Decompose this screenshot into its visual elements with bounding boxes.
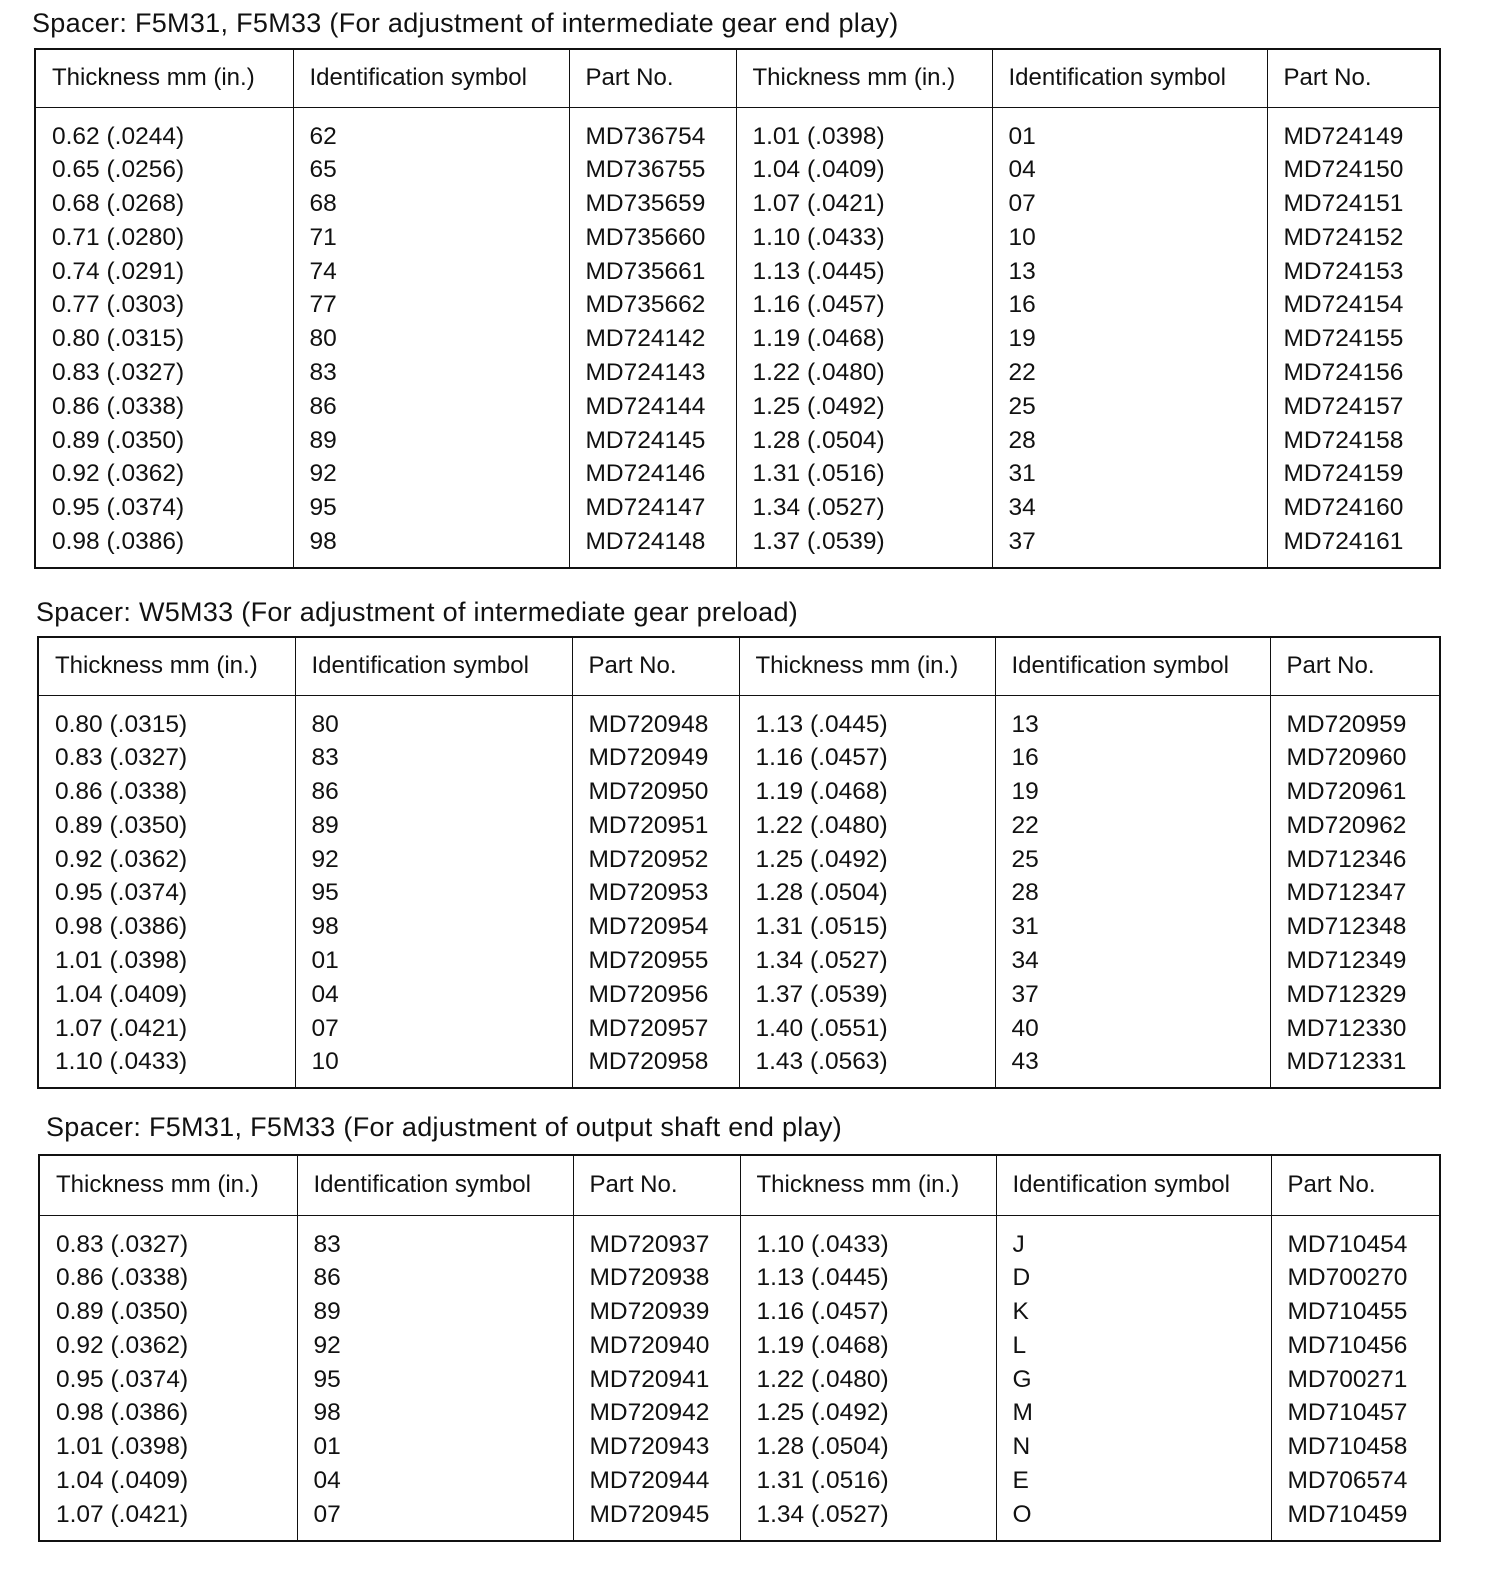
cell-identification-symbol: 86 — [293, 390, 569, 424]
cell-part-no: MD720961 — [1270, 775, 1440, 809]
cell-thickness: 0.92 (.0362) — [55, 845, 188, 873]
cell-identification-symbol: D — [996, 1261, 1271, 1295]
cell-thickness: 0.86 (.0338) — [56, 1264, 189, 1292]
cell-identification-symbol: 40 — [995, 1012, 1270, 1046]
cell-part-no: MD712330 — [1270, 1012, 1440, 1046]
cell-thickness: 0.92 (.0362) — [52, 460, 185, 488]
table-row — [35, 457, 1440, 491]
table-row — [35, 153, 1440, 187]
header-thickness: Thickness mm (in.) — [740, 1155, 996, 1215]
cell-part-no: MD712348 — [1270, 910, 1440, 944]
cell-thickness: 1.25 (.0492) — [739, 843, 995, 877]
cell-thickness: 1.07 (.0421) — [56, 1500, 189, 1528]
cell-identification-symbol: 37 — [995, 978, 1270, 1012]
cell-part-no: MD712347 — [1270, 876, 1440, 910]
cell-thickness: 1.10 (.0433) — [740, 1215, 996, 1261]
cell-thickness: 1.37 (.0539) — [736, 525, 992, 568]
cell-part-no: MD710455 — [1271, 1295, 1440, 1329]
cell-part-no: MD710459 — [1271, 1498, 1440, 1541]
cell-identification-symbol: 28 — [995, 876, 1270, 910]
cell-thickness: 1.31 (.0516) — [740, 1464, 996, 1498]
cell-part-no: MD720957 — [572, 1012, 739, 1046]
header-row — [35, 49, 1440, 107]
cell-part-no: MD700270 — [1271, 1261, 1440, 1295]
cell-part-no: MD724145 — [569, 424, 736, 458]
table-row — [39, 1261, 1440, 1295]
cell-part-no: MD720943 — [573, 1430, 740, 1464]
cell-identification-symbol: 86 — [297, 1261, 573, 1295]
cell-thickness: 1.43 (.0563) — [739, 1045, 995, 1088]
cell-part-no: MD720950 — [572, 775, 739, 809]
cell-identification-symbol: 19 — [995, 775, 1270, 809]
cell-thickness: 0.80 (.0315) — [55, 710, 188, 738]
cell-thickness: 1.10 (.0433) — [55, 1048, 188, 1076]
cell-thickness: 1.07 (.0421) — [55, 1014, 188, 1042]
cell-part-no: MD724146 — [569, 457, 736, 491]
cell-identification-symbol: 92 — [295, 843, 572, 877]
table-row — [35, 107, 1440, 153]
cell-thickness: 1.01 (.0398) — [55, 947, 188, 975]
cell-part-no: MD720949 — [572, 741, 739, 775]
table-row — [38, 809, 1440, 843]
cell-thickness: 0.77 (.0303) — [52, 291, 185, 319]
header-part-no: Part No. — [1267, 49, 1440, 107]
cell-thickness: 1.25 (.0492) — [740, 1396, 996, 1430]
table-row — [39, 1396, 1440, 1430]
header-identification-symbol: Identification symbol — [297, 1155, 573, 1215]
cell-thickness: 1.34 (.0527) — [739, 944, 995, 978]
header-thickness: Thickness mm (in.) — [736, 49, 992, 107]
table-row — [35, 356, 1440, 390]
cell-identification-symbol: 83 — [293, 356, 569, 390]
cell-identification-symbol: 43 — [995, 1045, 1270, 1088]
table-row — [38, 843, 1440, 877]
cell-thickness: 1.40 (.0551) — [739, 1012, 995, 1046]
cell-thickness: 0.62 (.0244) — [52, 122, 185, 150]
cell-thickness: 1.01 (.0398) — [56, 1433, 189, 1461]
cell-identification-symbol: 07 — [295, 1012, 572, 1046]
cell-part-no: MD720937 — [573, 1215, 740, 1261]
cell-part-no: MD710456 — [1271, 1329, 1440, 1363]
cell-part-no: MD724160 — [1267, 491, 1440, 525]
cell-identification-symbol: G — [996, 1363, 1271, 1397]
cell-identification-symbol: 95 — [297, 1363, 573, 1397]
cell-part-no: MD720959 — [1270, 695, 1440, 741]
cell-identification-symbol: 37 — [992, 525, 1267, 568]
cell-thickness: 1.16 (.0457) — [739, 741, 995, 775]
table-row — [35, 322, 1440, 356]
cell-thickness: 1.04 (.0409) — [56, 1467, 189, 1495]
cell-thickness: 0.92 (.0362) — [56, 1331, 189, 1359]
cell-thickness: 1.28 (.0504) — [740, 1430, 996, 1464]
cell-identification-symbol: 04 — [992, 153, 1267, 187]
cell-identification-symbol: E — [996, 1464, 1271, 1498]
table-row — [38, 1012, 1440, 1046]
header-identification-symbol: Identification symbol — [992, 49, 1267, 107]
table-row — [38, 944, 1440, 978]
section-title-intermediate-gear-preload: Spacer: W5M33 (For adjustment of intermediate gear preload) — [36, 597, 799, 627]
header-thickness: Thickness mm (in.) — [39, 1155, 297, 1215]
cell-thickness: 0.83 (.0327) — [56, 1230, 189, 1258]
cell-identification-symbol: K — [996, 1295, 1271, 1329]
header-identification-symbol: Identification symbol — [293, 49, 569, 107]
cell-part-no: MD720940 — [573, 1329, 740, 1363]
cell-identification-symbol: 68 — [293, 187, 569, 221]
cell-identification-symbol: J — [996, 1215, 1271, 1261]
cell-identification-symbol: 65 — [293, 153, 569, 187]
cell-identification-symbol: O — [996, 1498, 1271, 1541]
cell-identification-symbol: 04 — [295, 978, 572, 1012]
cell-identification-symbol: 28 — [992, 424, 1267, 458]
header-part-no: Part No. — [1271, 1155, 1440, 1215]
cell-identification-symbol: 31 — [995, 910, 1270, 944]
header-thickness: Thickness mm (in.) — [35, 49, 293, 107]
cell-part-no: MD724159 — [1267, 457, 1440, 491]
cell-thickness: 0.80 (.0315) — [52, 325, 185, 353]
header-row — [39, 1155, 1440, 1215]
spacer-table-intermediate-gear-preload — [37, 636, 1441, 1089]
cell-part-no: MD720955 — [572, 944, 739, 978]
cell-identification-symbol: 13 — [992, 255, 1267, 289]
cell-thickness: 1.13 (.0445) — [736, 255, 992, 289]
cell-thickness: 0.95 (.0374) — [52, 494, 185, 522]
cell-part-no: MD720951 — [572, 809, 739, 843]
cell-identification-symbol: 95 — [295, 876, 572, 910]
header-part-no: Part No. — [572, 637, 739, 695]
header-part-no: Part No. — [1270, 637, 1440, 695]
cell-identification-symbol: 83 — [297, 1215, 573, 1261]
table-row — [35, 187, 1440, 221]
cell-thickness: 0.74 (.0291) — [52, 257, 185, 285]
cell-part-no: MD720953 — [572, 876, 739, 910]
cell-thickness: 1.16 (.0457) — [740, 1295, 996, 1329]
header-identification-symbol: Identification symbol — [996, 1155, 1271, 1215]
cell-thickness: 1.28 (.0504) — [736, 424, 992, 458]
cell-identification-symbol: 22 — [995, 809, 1270, 843]
cell-part-no: MD735660 — [569, 221, 736, 255]
table-row — [38, 741, 1440, 775]
cell-thickness: 0.71 (.0280) — [52, 223, 185, 251]
cell-identification-symbol: 25 — [995, 843, 1270, 877]
table-row — [35, 390, 1440, 424]
cell-thickness: 1.19 (.0468) — [739, 775, 995, 809]
cell-thickness: 1.19 (.0468) — [740, 1329, 996, 1363]
cell-thickness: 1.10 (.0433) — [736, 221, 992, 255]
cell-identification-symbol: 10 — [295, 1045, 572, 1088]
table-row — [35, 255, 1440, 289]
table-row — [35, 525, 1440, 568]
cell-identification-symbol: 86 — [295, 775, 572, 809]
cell-part-no: MD736755 — [569, 153, 736, 187]
cell-identification-symbol: 01 — [297, 1430, 573, 1464]
table-row — [38, 695, 1440, 741]
cell-thickness: 1.22 (.0480) — [736, 356, 992, 390]
cell-identification-symbol: 16 — [992, 288, 1267, 322]
cell-thickness: 0.98 (.0386) — [52, 528, 185, 556]
table-row — [39, 1430, 1440, 1464]
cell-thickness: 0.95 (.0374) — [55, 879, 188, 907]
cell-part-no: MD724150 — [1267, 153, 1440, 187]
cell-part-no: MD720944 — [573, 1464, 740, 1498]
cell-thickness: 0.68 (.0268) — [52, 190, 185, 218]
cell-thickness: 0.89 (.0350) — [55, 811, 188, 839]
cell-thickness: 1.01 (.0398) — [736, 107, 992, 153]
cell-thickness: 0.95 (.0374) — [56, 1365, 189, 1393]
cell-identification-symbol: 07 — [297, 1498, 573, 1541]
cell-part-no: MD724144 — [569, 390, 736, 424]
cell-thickness: 0.98 (.0386) — [56, 1399, 189, 1427]
cell-thickness: 0.89 (.0350) — [52, 426, 185, 454]
cell-identification-symbol: L — [996, 1329, 1271, 1363]
cell-part-no: MD712329 — [1270, 978, 1440, 1012]
cell-thickness: 1.22 (.0480) — [740, 1363, 996, 1397]
cell-part-no: MD735662 — [569, 288, 736, 322]
cell-identification-symbol: 01 — [295, 944, 572, 978]
cell-identification-symbol: 22 — [992, 356, 1267, 390]
cell-identification-symbol: 98 — [295, 910, 572, 944]
table-row — [35, 288, 1440, 322]
cell-part-no: MD724161 — [1267, 525, 1440, 568]
cell-identification-symbol: 89 — [295, 809, 572, 843]
cell-part-no: MD724142 — [569, 322, 736, 356]
header-thickness: Thickness mm (in.) — [739, 637, 995, 695]
cell-part-no: MD712331 — [1270, 1045, 1440, 1088]
cell-part-no: MD720939 — [573, 1295, 740, 1329]
cell-identification-symbol: N — [996, 1430, 1271, 1464]
cell-identification-symbol: 98 — [293, 525, 569, 568]
cell-thickness: 1.13 (.0445) — [740, 1261, 996, 1295]
cell-part-no: MD720958 — [572, 1045, 739, 1088]
cell-thickness: 0.83 (.0327) — [52, 359, 185, 387]
cell-part-no: MD724156 — [1267, 356, 1440, 390]
cell-part-no: MD720945 — [573, 1498, 740, 1541]
cell-part-no: MD720938 — [573, 1261, 740, 1295]
cell-part-no: MD710458 — [1271, 1430, 1440, 1464]
cell-thickness: 1.28 (.0504) — [739, 876, 995, 910]
cell-thickness: 1.34 (.0527) — [740, 1498, 996, 1541]
header-row — [38, 637, 1440, 695]
header-thickness: Thickness mm (in.) — [38, 637, 295, 695]
header-identification-symbol: Identification symbol — [295, 637, 572, 695]
table-row — [39, 1329, 1440, 1363]
cell-identification-symbol: 80 — [293, 322, 569, 356]
cell-part-no: MD720954 — [572, 910, 739, 944]
cell-identification-symbol: 77 — [293, 288, 569, 322]
cell-identification-symbol: 83 — [295, 741, 572, 775]
cell-part-no: MD724151 — [1267, 187, 1440, 221]
cell-part-no: MD724148 — [569, 525, 736, 568]
cell-identification-symbol: 92 — [293, 457, 569, 491]
spacer-table-output-shaft-end-play — [38, 1154, 1441, 1542]
cell-thickness: 0.98 (.0386) — [55, 913, 188, 941]
cell-part-no: MD724154 — [1267, 288, 1440, 322]
cell-identification-symbol: 10 — [992, 221, 1267, 255]
cell-thickness: 1.22 (.0480) — [739, 809, 995, 843]
cell-part-no: MD720948 — [572, 695, 739, 741]
cell-part-no: MD736754 — [569, 107, 736, 153]
cell-thickness: 1.07 (.0421) — [736, 187, 992, 221]
cell-identification-symbol: 74 — [293, 255, 569, 289]
cell-part-no: MD700271 — [1271, 1363, 1440, 1397]
cell-thickness: 1.19 (.0468) — [736, 322, 992, 356]
cell-part-no: MD720956 — [572, 978, 739, 1012]
cell-thickness: 1.04 (.0409) — [55, 980, 188, 1008]
table-row — [38, 978, 1440, 1012]
cell-thickness: 0.89 (.0350) — [56, 1298, 189, 1326]
cell-part-no: MD724147 — [569, 491, 736, 525]
cell-identification-symbol: 89 — [293, 424, 569, 458]
header-part-no: Part No. — [569, 49, 736, 107]
cell-part-no: MD712349 — [1270, 944, 1440, 978]
header-part-no: Part No. — [573, 1155, 740, 1215]
table-row — [39, 1464, 1440, 1498]
spacer-table-intermediate-gear-end-play — [34, 48, 1441, 569]
cell-part-no: MD712346 — [1270, 843, 1440, 877]
cell-part-no: MD724152 — [1267, 221, 1440, 255]
cell-part-no: MD724158 — [1267, 424, 1440, 458]
table-row — [39, 1215, 1440, 1261]
cell-thickness: 1.34 (.0527) — [736, 491, 992, 525]
cell-identification-symbol: 31 — [992, 457, 1267, 491]
cell-identification-symbol: 71 — [293, 221, 569, 255]
cell-part-no: MD720962 — [1270, 809, 1440, 843]
cell-identification-symbol: 07 — [992, 187, 1267, 221]
section-title-output-shaft-end-play: Spacer: F5M31, F5M33 (For adjustment of output shaft end play) — [46, 1112, 842, 1142]
cell-identification-symbol: 16 — [995, 741, 1270, 775]
cell-identification-symbol: 62 — [293, 107, 569, 153]
cell-thickness: 0.83 (.0327) — [55, 744, 188, 772]
cell-part-no: MD735659 — [569, 187, 736, 221]
cell-identification-symbol: 01 — [992, 107, 1267, 153]
table-row — [39, 1363, 1440, 1397]
section-title-intermediate-gear-end-play: Spacer: F5M31, F5M33 (For adjustment of intermediate gear end play) — [32, 8, 899, 38]
cell-identification-symbol: 80 — [295, 695, 572, 741]
cell-thickness: 0.86 (.0338) — [55, 778, 188, 806]
cell-part-no: MD720952 — [572, 843, 739, 877]
cell-identification-symbol: 34 — [995, 944, 1270, 978]
table-row — [39, 1295, 1440, 1329]
cell-identification-symbol: 19 — [992, 322, 1267, 356]
cell-identification-symbol: 25 — [992, 390, 1267, 424]
cell-part-no: MD710454 — [1271, 1215, 1440, 1261]
cell-part-no: MD720941 — [573, 1363, 740, 1397]
cell-thickness: 1.25 (.0492) — [736, 390, 992, 424]
cell-part-no: MD710457 — [1271, 1396, 1440, 1430]
cell-identification-symbol: 89 — [297, 1295, 573, 1329]
cell-identification-symbol: 95 — [293, 491, 569, 525]
cell-thickness: 0.86 (.0338) — [52, 392, 185, 420]
cell-thickness: 1.37 (.0539) — [739, 978, 995, 1012]
cell-part-no: MD720942 — [573, 1396, 740, 1430]
table-row — [35, 491, 1440, 525]
cell-part-no: MD724143 — [569, 356, 736, 390]
cell-thickness: 1.13 (.0445) — [739, 695, 995, 741]
cell-part-no: MD724155 — [1267, 322, 1440, 356]
cell-thickness: 1.31 (.0516) — [736, 457, 992, 491]
table-row — [39, 1498, 1440, 1541]
cell-identification-symbol: 34 — [992, 491, 1267, 525]
cell-thickness: 1.16 (.0457) — [736, 288, 992, 322]
cell-part-no: MD720960 — [1270, 741, 1440, 775]
cell-identification-symbol: M — [996, 1396, 1271, 1430]
cell-part-no: MD724149 — [1267, 107, 1440, 153]
cell-part-no: MD724157 — [1267, 390, 1440, 424]
cell-identification-symbol: 98 — [297, 1396, 573, 1430]
cell-identification-symbol: 04 — [297, 1464, 573, 1498]
cell-thickness: 1.31 (.0515) — [739, 910, 995, 944]
table-row — [38, 876, 1440, 910]
table-row — [35, 424, 1440, 458]
cell-part-no: MD735661 — [569, 255, 736, 289]
cell-thickness: 1.04 (.0409) — [736, 153, 992, 187]
table-row — [38, 1045, 1440, 1088]
table-row — [38, 910, 1440, 944]
table-row — [38, 775, 1440, 809]
header-identification-symbol: Identification symbol — [995, 637, 1270, 695]
cell-part-no: MD724153 — [1267, 255, 1440, 289]
cell-identification-symbol: 13 — [995, 695, 1270, 741]
cell-part-no: MD706574 — [1271, 1464, 1440, 1498]
table-row — [35, 221, 1440, 255]
cell-identification-symbol: 92 — [297, 1329, 573, 1363]
cell-thickness: 0.65 (.0256) — [52, 156, 185, 184]
